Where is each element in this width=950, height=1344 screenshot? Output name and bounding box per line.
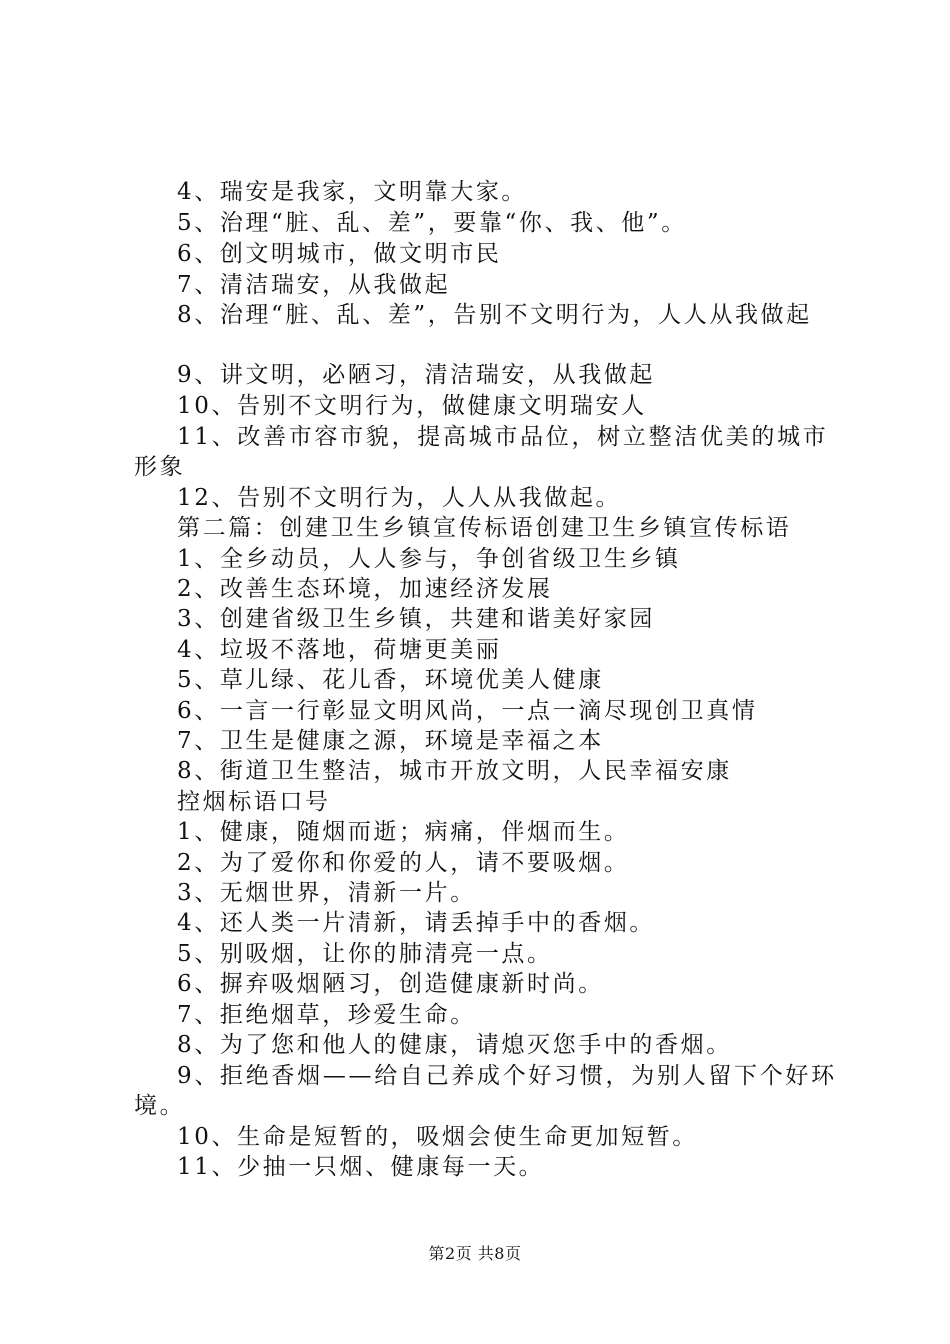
slogan-line: 4、垃圾不落地，荷塘更美丽 xyxy=(177,637,502,663)
slogan-line: 12、告别不文明行为，人人从我做起。 xyxy=(177,485,622,511)
slogan-line: 8、治理“脏、乱、差”，告别不文明行为，人人从我做起 xyxy=(177,302,812,328)
slogan-line: 6、摒弃吸烟陋习，创造健康新时尚。 xyxy=(177,971,604,997)
slogan-line: 7、卫生是健康之源，环境是幸福之本 xyxy=(177,728,604,754)
slogan-line: 1、全乡动员，人人参与，争创省级卫生乡镇 xyxy=(177,546,681,572)
page-number-footer: 第2页 共8页 xyxy=(428,1244,522,1263)
slogan-line: 2、改善生态环境，加速经济发展 xyxy=(177,576,553,602)
slogan-line: 3、无烟世界，清新一片。 xyxy=(177,880,476,906)
section-heading: 控烟标语口号 xyxy=(177,789,331,815)
slogan-line: 7、清洁瑞安，从我做起 xyxy=(177,272,451,298)
slogan-line: 2、为了爱你和你爱的人，请不要吸烟。 xyxy=(177,850,630,876)
slogan-line: 9、讲文明，必陋习，清洁瑞安，从我做起 xyxy=(177,362,656,388)
slogan-line: 6、一言一行彰显文明风尚，一点一滴尽现创卫真情 xyxy=(177,698,758,724)
slogan-line: 3、创建省级卫生乡镇，共建和谐美好家园 xyxy=(177,606,656,632)
slogan-line: 5、草儿绿、花儿香，环境优美人健康 xyxy=(177,667,604,693)
slogan-line: 1、健康，随烟而逝；病痛，伴烟而生。 xyxy=(177,819,630,845)
slogan-line: 5、治理“脏、乱、差”，要靠“你、我、他”。 xyxy=(177,210,687,236)
slogan-line: 11、少抽一只烟、健康每一天。 xyxy=(177,1154,545,1180)
slogan-line: 7、拒绝烟草，珍爱生命。 xyxy=(177,1002,476,1028)
slogan-line: 9、拒绝香烟——给自己养成个好习惯，为别人留下个好环 xyxy=(177,1063,837,1089)
slogan-line: 10、生命是短暂的，吸烟会使生命更加短暂。 xyxy=(177,1124,698,1150)
section-heading: 第二篇：创建卫生乡镇宣传标语创建卫生乡镇宣传标语 xyxy=(177,515,792,541)
slogan-line: 10、告别不文明行为，做健康文明瑞安人 xyxy=(177,393,647,419)
slogan-line: 5、别吸烟，让你的肺清亮一点。 xyxy=(177,941,553,967)
slogan-line: 11、改善市容市貌，提高城市品位，树立整洁优美的城市 xyxy=(177,424,829,450)
slogan-line: 8、街道卫生整洁，城市开放文明，人民幸福安康 xyxy=(177,758,732,784)
slogan-line: 4、瑞安是我家，文明靠大家。 xyxy=(177,179,528,205)
slogan-line: 6、创文明城市，做文明市民 xyxy=(177,241,502,267)
slogan-line: 4、还人类一片清新，请丢掉手中的香烟。 xyxy=(177,910,656,936)
slogan-line: 8、为了您和他人的健康，请熄灭您手中的香烟。 xyxy=(177,1032,732,1058)
slogan-line-continuation: 境。 xyxy=(134,1093,186,1119)
slogan-line-continuation: 形象 xyxy=(134,454,186,480)
